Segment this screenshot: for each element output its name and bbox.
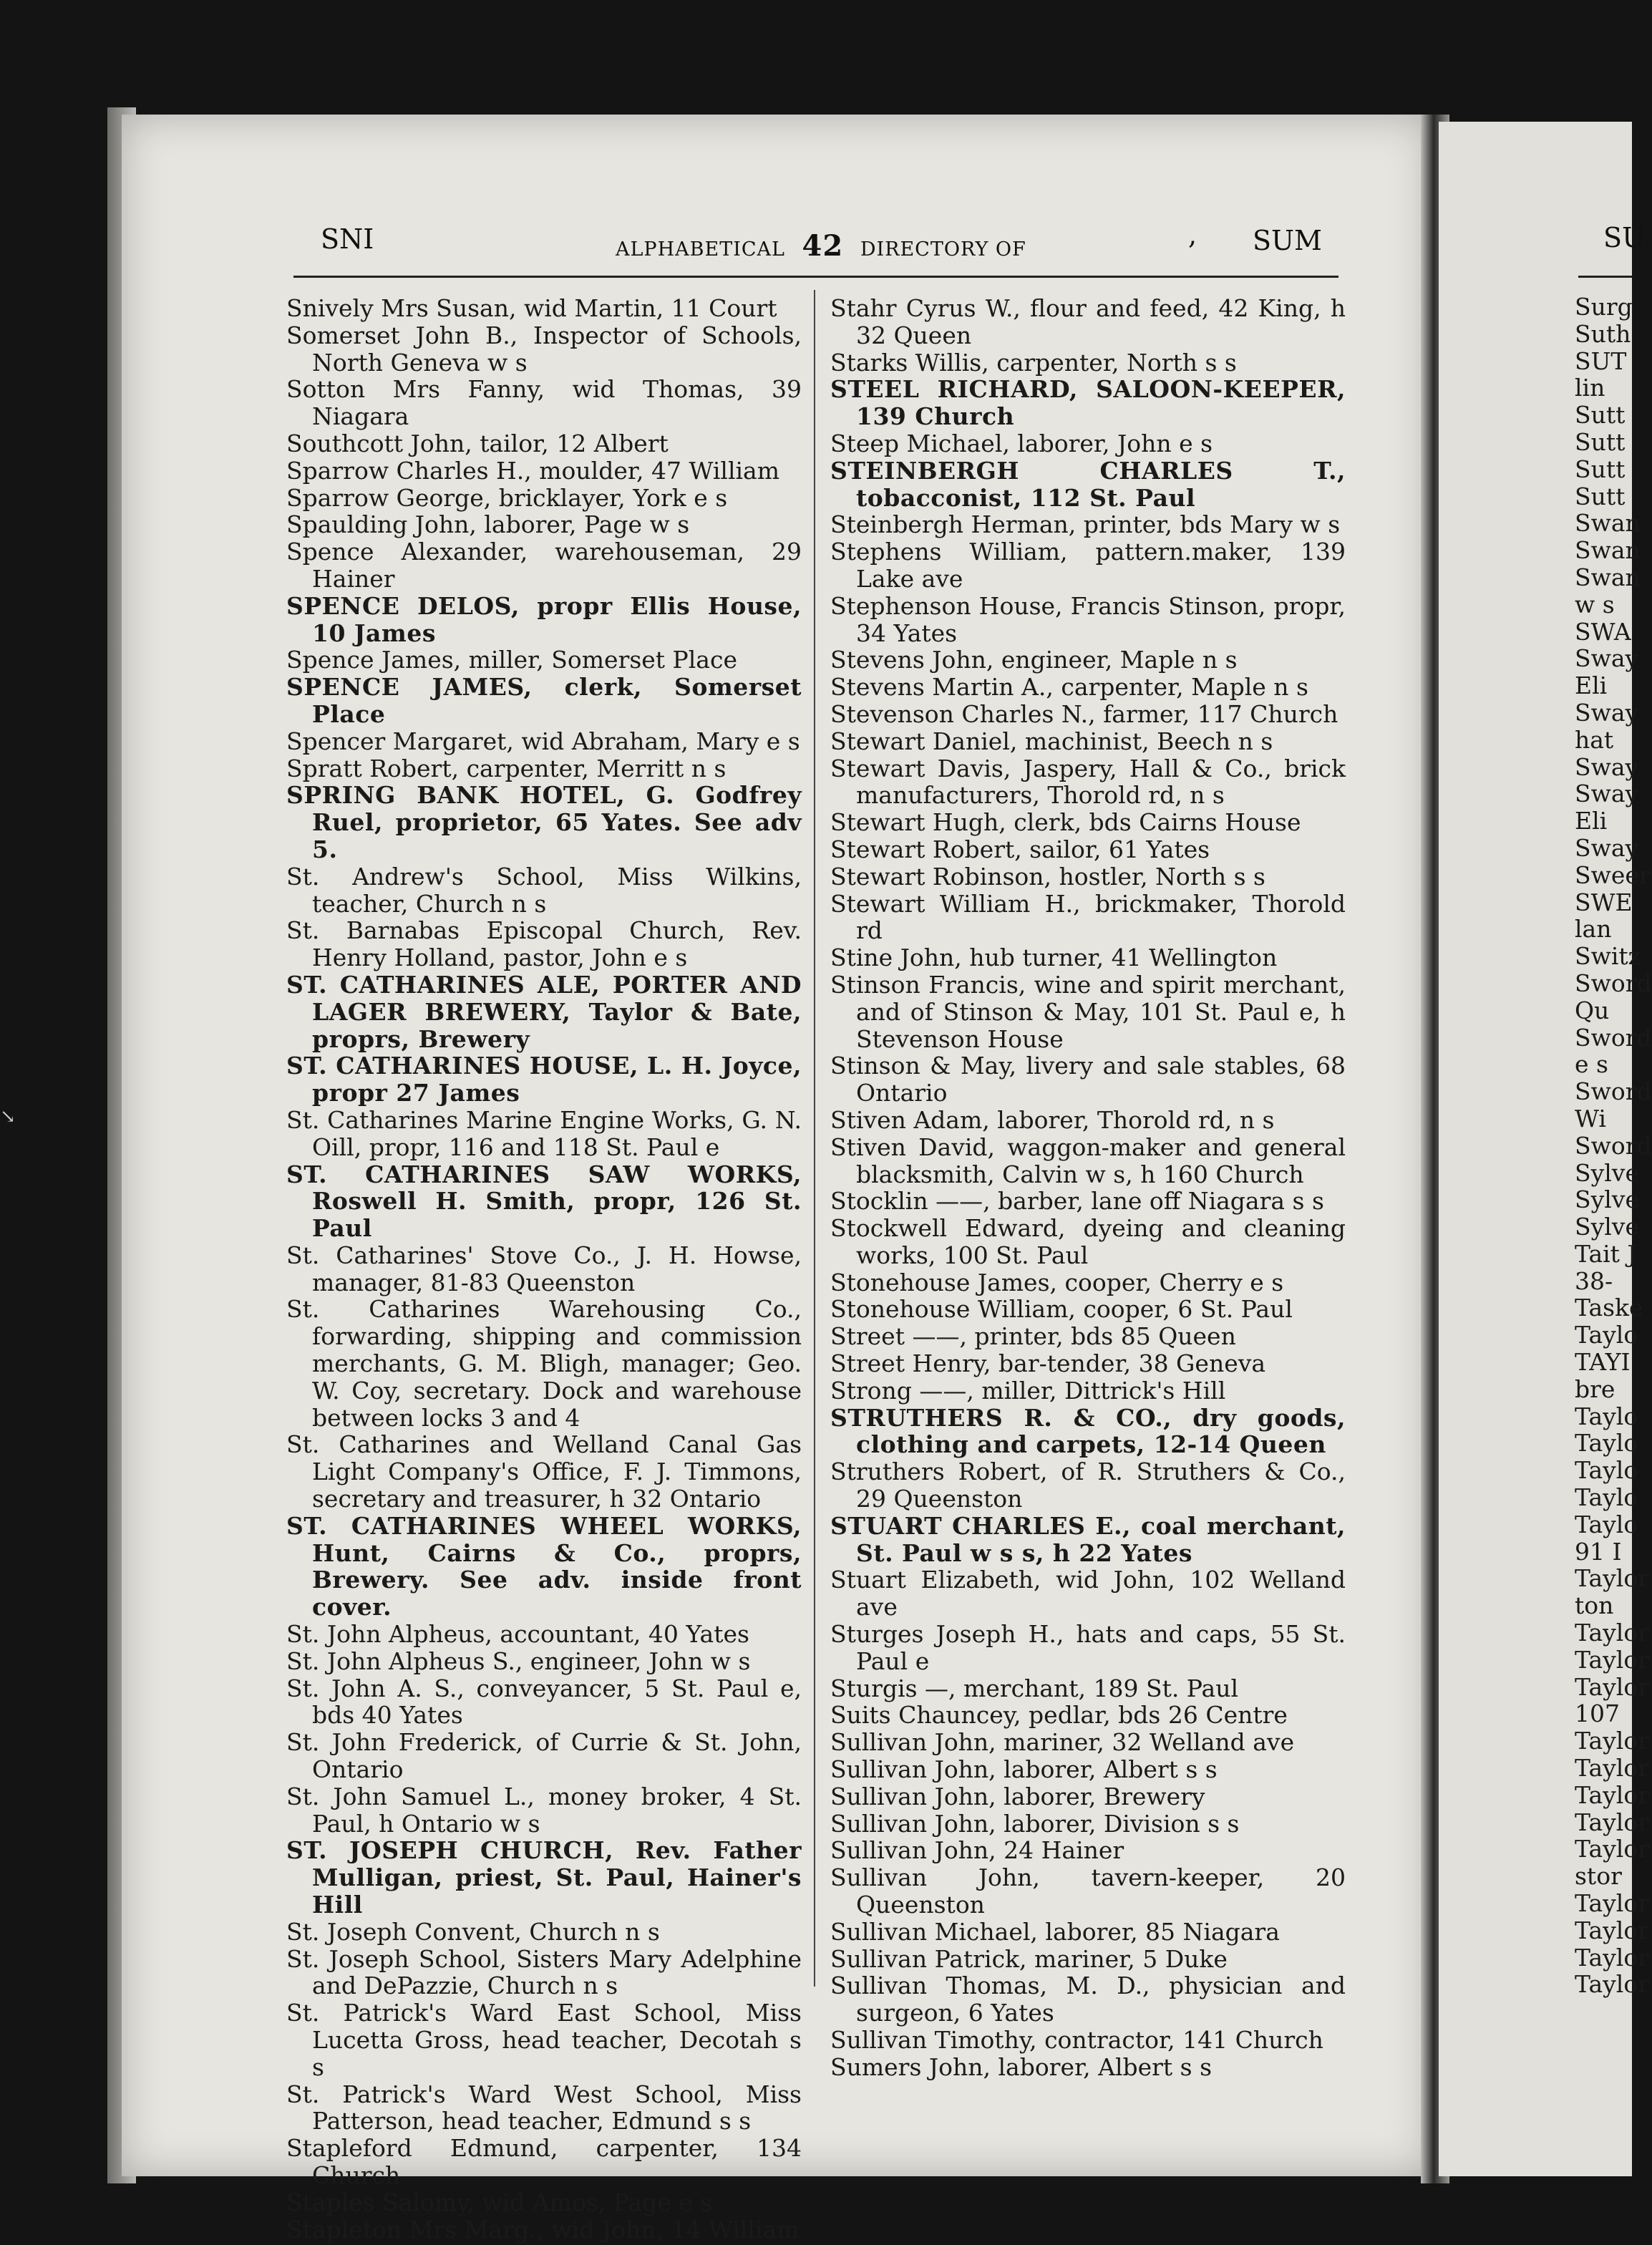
directory-entry: St. Catharines' Stove Co., J. H. Howse, manager, 81-83 Queenston (286, 1241, 802, 1296)
facing-page-line: Sylve (1575, 1213, 1639, 1241)
left-column (286, 295, 802, 2243)
facing-page-line: Sword (1575, 1023, 1652, 1052)
directory-entry: Stevenson Charles N., farmer, 117 Church (830, 699, 1338, 728)
facing-page-line: SUT (1575, 346, 1627, 375)
directory-entry: Spence Alexander, warehouseman, 29 Hainer (286, 538, 802, 593)
facing-page-line: Eli (1575, 671, 1608, 700)
directory-entry: Stocklin ——, barber, lane off Niagara s s (830, 1187, 1324, 1216)
facing-page-line: Taylo (1575, 1510, 1638, 1538)
directory-entry: Stonehouse James, cooper, Cherry e s (830, 1268, 1284, 1296)
facing-page-column (1575, 294, 1652, 1998)
facing-page-line: Taylor (1575, 1754, 1649, 1783)
facing-page-line: e s (1575, 1050, 1608, 1079)
directory-entry: STEINBERGH CHARLES T., tobacconist, 112 St. Paul (830, 456, 1346, 512)
directory-entry: Stahr Cyrus W., flour and feed, 42 King, h 32 Queen (830, 294, 1346, 349)
facing-page-line: Sway (1575, 833, 1639, 862)
facing-page-line: Taylor (1575, 1780, 1649, 1809)
facing-page-line: Sutt (1575, 427, 1626, 456)
facing-page-line: Taylo (1575, 1402, 1638, 1430)
directory-entry: Steinbergh Herman, printer, bds Mary w s (830, 510, 1341, 539)
facing-page-line: SWE (1575, 888, 1633, 916)
facing-page-line: Sweer (1575, 860, 1651, 889)
directory-entry: STUART CHARLES E., coal merchant, St. Paul w s s, h 22 Yates (830, 1511, 1346, 1567)
directory-entry: Staples Salomy, wid Amos, Page e s (286, 2188, 713, 2216)
directory-entry: Sumers John, laborer, Albert s s (830, 2052, 1213, 2081)
header-separator: , (1188, 219, 1197, 251)
facing-page-line: Wi (1575, 1104, 1606, 1133)
directory-entry: St. Patrick's Ward West School, Miss Patterson, head teacher, Edmund s s (286, 2080, 802, 2135)
facing-page-line: Qu (1575, 996, 1610, 1024)
directory-entry: Struthers Robert, of R. Struthers & Co., 29 Queenston (830, 1458, 1346, 1513)
directory-entry: Spaulding John, laborer, Page w s (286, 510, 690, 539)
directory-entry: Snively Mrs Susan, wid Martin, 11 Court (286, 294, 777, 322)
directory-entry: Sullivan John, tavern-keeper, 20 Queenston (830, 1863, 1346, 1919)
directory-entry: Sullivan Thomas, M. D., physician and surgeon, 6 Yates (830, 1972, 1346, 2027)
facing-page-line: Sword (1575, 1131, 1652, 1160)
directory-entry: Street ——, printer, bds 85 Queen (830, 1322, 1236, 1351)
directory-entry: Sturgis —, merchant, 189 St. Paul (830, 1674, 1239, 1702)
directory-entry: Starks Willis, carpenter, North s s (830, 348, 1237, 377)
directory-entry: Stephenson House, Francis Stinson, propr, 34 Yates (830, 591, 1346, 647)
facing-page-line: Swan (1575, 509, 1641, 538)
directory-entry: Stiven David, waggon-maker and general blacksmith, Calvin w s, h 160 Church (830, 1133, 1346, 1188)
column-divider (814, 290, 815, 1987)
facing-page-line: Taylor (1575, 1916, 1649, 1944)
directory-entry: Stinson Francis, wine and spirit merchant, and of Stinson & May, 101 St. Paul e, h Stevenson House (830, 970, 1346, 1053)
directory-entry: Sullivan John, 24 Hainer (830, 1836, 1124, 1865)
facing-page-line: Taske (1575, 1294, 1643, 1322)
directory-entry: St. Andrew's School, Miss Wilkins, teacher, Church n s (286, 862, 802, 918)
directory-entry: St. Patrick's Ward East School, Miss Lucetta Gross, head teacher, Decotah s s (286, 1999, 802, 2081)
facing-page-line: lan (1575, 915, 1612, 944)
facing-page-line: Taylo (1575, 1456, 1638, 1485)
directory-entry: Stewart Daniel, machinist, Beech n s (830, 727, 1273, 755)
directory-entry: Spratt Robert, carpenter, Merritt n s (286, 754, 727, 782)
directory-entry: St. Catharines Warehousing Co., forwarding, shipping and commission merchants, G. M. Bligh, manager; Geo. W. Coy, secretary. Dock and warehouse between locks 3 and 4 (286, 1295, 802, 1432)
directory-entry: St. John Alpheus S., engineer, John w s (286, 1647, 751, 1675)
directory-entry: St. Barnabas Episcopal Church, Rev. Henry Holland, pastor, John e s (286, 916, 802, 972)
directory-entry: St. Catharines and Welland Canal Gas Light Company's Office, F. J. Timmons, secretary and treasurer, h 32 Ontario (286, 1430, 802, 1513)
facing-page-line: Sylve (1575, 1185, 1639, 1214)
facing-page-line: Sylve (1575, 1158, 1639, 1187)
facing-page-line: hat (1575, 725, 1614, 754)
directory-entry: SPENCE DELOS, propr Ellis House, 10 James (286, 591, 802, 647)
header-rule (293, 276, 1338, 278)
directory-entry: Stine John, hub turner, 41 Wellington (830, 944, 1278, 972)
facing-page-line: Sway (1575, 644, 1639, 673)
directory-entry: Stuart Elizabeth, wid John, 102 Welland ave (830, 1566, 1346, 1621)
directory-entry: Suits Chauncey, pedlar, bds 26 Centre (830, 1701, 1288, 1730)
directory-entry: Stiven Adam, laborer, Thorold rd, n s (830, 1105, 1275, 1134)
directory-entry: St. John Samuel L., money broker, 4 St. Paul, h Ontario w s (286, 1782, 802, 1838)
facing-page-line: Sword (1575, 969, 1652, 997)
margin-mark-icon: ↘ (0, 1106, 16, 1128)
facing-page-line: Taylor (1575, 1943, 1649, 1972)
directory-entry: Street Henry, bar-tender, 38 Geneva (830, 1349, 1266, 1378)
facing-page-line: TAYI (1575, 1348, 1631, 1377)
directory-entry: Stewart Robert, sailor, 61 Yates (830, 835, 1210, 863)
directory-entry: Stevens Martin A., carpenter, Maple n s (830, 673, 1308, 702)
directory-entry: St. John Alpheus, accountant, 40 Yates (286, 1620, 749, 1649)
facing-page-line: Taylor (1575, 1619, 1649, 1647)
header-right-guide: SUM (1253, 225, 1322, 256)
directory-entry: Stevens John, engineer, Maple n s (830, 646, 1238, 674)
directory-entry: Stinson & May, livery and sale stables, 68 Ontario (830, 1052, 1346, 1107)
facing-page-line: Sway (1575, 698, 1639, 727)
header-left-guide: SNI (321, 223, 374, 255)
directory-entry: Sturges Joseph H., hats and caps, 55 St. Paul e (830, 1620, 1346, 1675)
directory-entry: St. Catharines Marine Engine Works, G. N. Oill, propr, 116 and 118 St. Paul e (286, 1105, 802, 1161)
facing-page-line: Sutt (1575, 401, 1626, 430)
facing-page-line: Sutt (1575, 455, 1626, 483)
facing-page-line: Suth (1575, 319, 1631, 348)
directory-entry: Steep Michael, laborer, John e s (830, 429, 1213, 457)
facing-page-line: Taylor (1575, 1672, 1649, 1701)
directory-entry: SPRING BANK HOTEL, G. Godfrey Ruel, proprietor, 65 Yates. See adv 5. (286, 781, 802, 863)
directory-entry: Spence James, miller, Somerset Place (286, 646, 737, 674)
page-number: 42 (802, 229, 844, 263)
directory-entry: St. Joseph School, Sisters Mary Adelphine and DePazzie, Church n s (286, 1944, 802, 2000)
directory-entry: Sparrow George, bricklayer, York e s (286, 483, 728, 512)
facing-page-line: Taylor (1575, 1645, 1649, 1674)
directory-entry: St. John A. S., conveyancer, 5 St. Paul e, bds 40 Yates (286, 1674, 802, 1730)
facing-page-line: stor (1575, 1862, 1622, 1891)
directory-entry: Stewart Robinson, hostler, North s s (830, 862, 1265, 891)
facing-page-line: Taylo (1575, 1429, 1638, 1458)
directory-entry: Sullivan John, mariner, 32 Welland ave (830, 1728, 1295, 1757)
directory-entry: Stewart William H., brickmaker, Thorold rd (830, 889, 1346, 945)
facing-page-line: Taylor (1575, 1889, 1649, 1918)
directory-entry: St. Joseph Convent, Church n s (286, 1917, 660, 1946)
facing-page-line: SWA (1575, 617, 1631, 646)
facing-page-line: Swan (1575, 563, 1641, 591)
directory-entry: Sullivan John, laborer, Brewery (830, 1782, 1205, 1810)
directory-entry: St. John Frederick, of Currie & St. John, Ontario (286, 1728, 802, 1784)
directory-entry: SPENCE JAMES, clerk, Somerset Place (286, 673, 802, 728)
facing-page-line: Taylo (1575, 1483, 1638, 1512)
directory-entry: ST. CATHARINES SAW WORKS, Roswell H. Smith, propr, 126 St. Paul (286, 1160, 802, 1243)
facing-page-line: Taylor (1575, 1970, 1649, 1999)
facing-page-rule (1578, 276, 1632, 278)
header-title-post: DIRECTORY OF (860, 238, 1026, 261)
right-column (830, 295, 1346, 2081)
facing-page-line: Surg (1575, 293, 1633, 321)
directory-entry: STEEL RICHARD, SALOON-KEEPER, 139 Church (830, 375, 1346, 431)
facing-page-line: Tait J (1575, 1239, 1637, 1268)
facing-page-line: Eli (1575, 807, 1608, 835)
directory-entry: Stockwell Edward, dyeing and cleaning works, 100 St. Paul (830, 1214, 1346, 1269)
directory-entry: ST. CATHARINES WHEEL WORKS, Hunt, Cairns & Co., proprs, Brewery. See adv. inside front cover. (286, 1511, 802, 1621)
directory-entry: STRUTHERS R. & CO., dry goods, clothing and carpets, 12-14 Queen (830, 1403, 1346, 1459)
directory-entry: Stewart Hugh, clerk, bds Cairns House (830, 808, 1301, 837)
directory-entry: Sullivan John, laborer, Albert s s (830, 1755, 1218, 1784)
directory-entry: Stewart Davis, Jaspery, Hall & Co., brick manufacturers, Thorold rd, n s (830, 754, 1346, 810)
facing-page-line: Sword (1575, 1077, 1652, 1106)
facing-page-line: Taylo (1575, 1321, 1638, 1349)
directory-entry: Sparrow Charles H., moulder, 47 William (286, 456, 780, 485)
directory-entry: ST. JOSEPH CHURCH, Rev. Father Mulligan, priest, St. Paul, Hainer's Hill (286, 1836, 802, 1919)
directory-entry: Sullivan Patrick, mariner, 5 Duke (830, 1944, 1228, 1973)
facing-page-line: ton (1575, 1591, 1614, 1620)
directory-entry: Strong ——, miller, Dittrick's Hill (830, 1376, 1226, 1405)
directory-entry: Sullivan Timothy, contractor, 141 Church (830, 2026, 1323, 2054)
directory-entry: ST. CATHARINES ALE, PORTER AND LAGER BREWERY, Taylor & Bate, proprs, Brewery (286, 970, 802, 1053)
facing-page-line: Sutt (1575, 482, 1626, 510)
directory-entry: Somerset John B., Inspector of Schools, North Geneva w s (286, 321, 802, 377)
facing-page-line: Switz (1575, 942, 1641, 971)
directory-entry: Stapleton Mrs Marg., wid John, 14 William (286, 2215, 800, 2244)
facing-page-header: SU (1603, 222, 1646, 253)
facing-page-line: 107 (1575, 1699, 1620, 1728)
facing-page-line: Swan (1575, 536, 1641, 565)
facing-page-line: bre (1575, 1374, 1615, 1403)
directory-entry: ST. CATHARINES HOUSE, L. H. Joyce, propr 27 James (286, 1052, 802, 1107)
facing-page-line: Taylor (1575, 1808, 1649, 1836)
facing-page-line: Sway (1575, 780, 1639, 808)
directory-entry: Spencer Margaret, wid Abraham, Mary e s (286, 727, 800, 755)
header-title (616, 229, 1026, 263)
directory-entry: Stapleford Edmund, carpenter, 134 Church (286, 2134, 802, 2189)
facing-page-line: 38- (1575, 1266, 1613, 1295)
facing-page-line: 91 I (1575, 1537, 1622, 1566)
directory-entry: Sotton Mrs Fanny, wid Thomas, 39 Niagara (286, 375, 802, 431)
directory-entry: Sullivan Michael, laborer, 85 Niagara (830, 1917, 1280, 1946)
facing-page-line: Taylor (1575, 1727, 1649, 1755)
directory-entry: Stonehouse William, cooper, 6 St. Paul (830, 1295, 1293, 1324)
facing-page-line: Taylor (1575, 1835, 1649, 1863)
facing-page-line: w s (1575, 590, 1615, 619)
facing-page-line: lin (1575, 374, 1605, 402)
directory-entry: Southcott John, tailor, 12 Albert (286, 429, 669, 457)
directory-entry: Stephens William, pattern.maker, 139 Lake ave (830, 538, 1346, 593)
facing-page-line: Sway (1575, 752, 1639, 781)
page-header (293, 215, 1324, 272)
header-title-pre: ALPHABETICAL (616, 238, 785, 261)
directory-entry: Sullivan John, laborer, Division s s (830, 1809, 1240, 1838)
facing-page-line: Taylor (1575, 1564, 1649, 1593)
